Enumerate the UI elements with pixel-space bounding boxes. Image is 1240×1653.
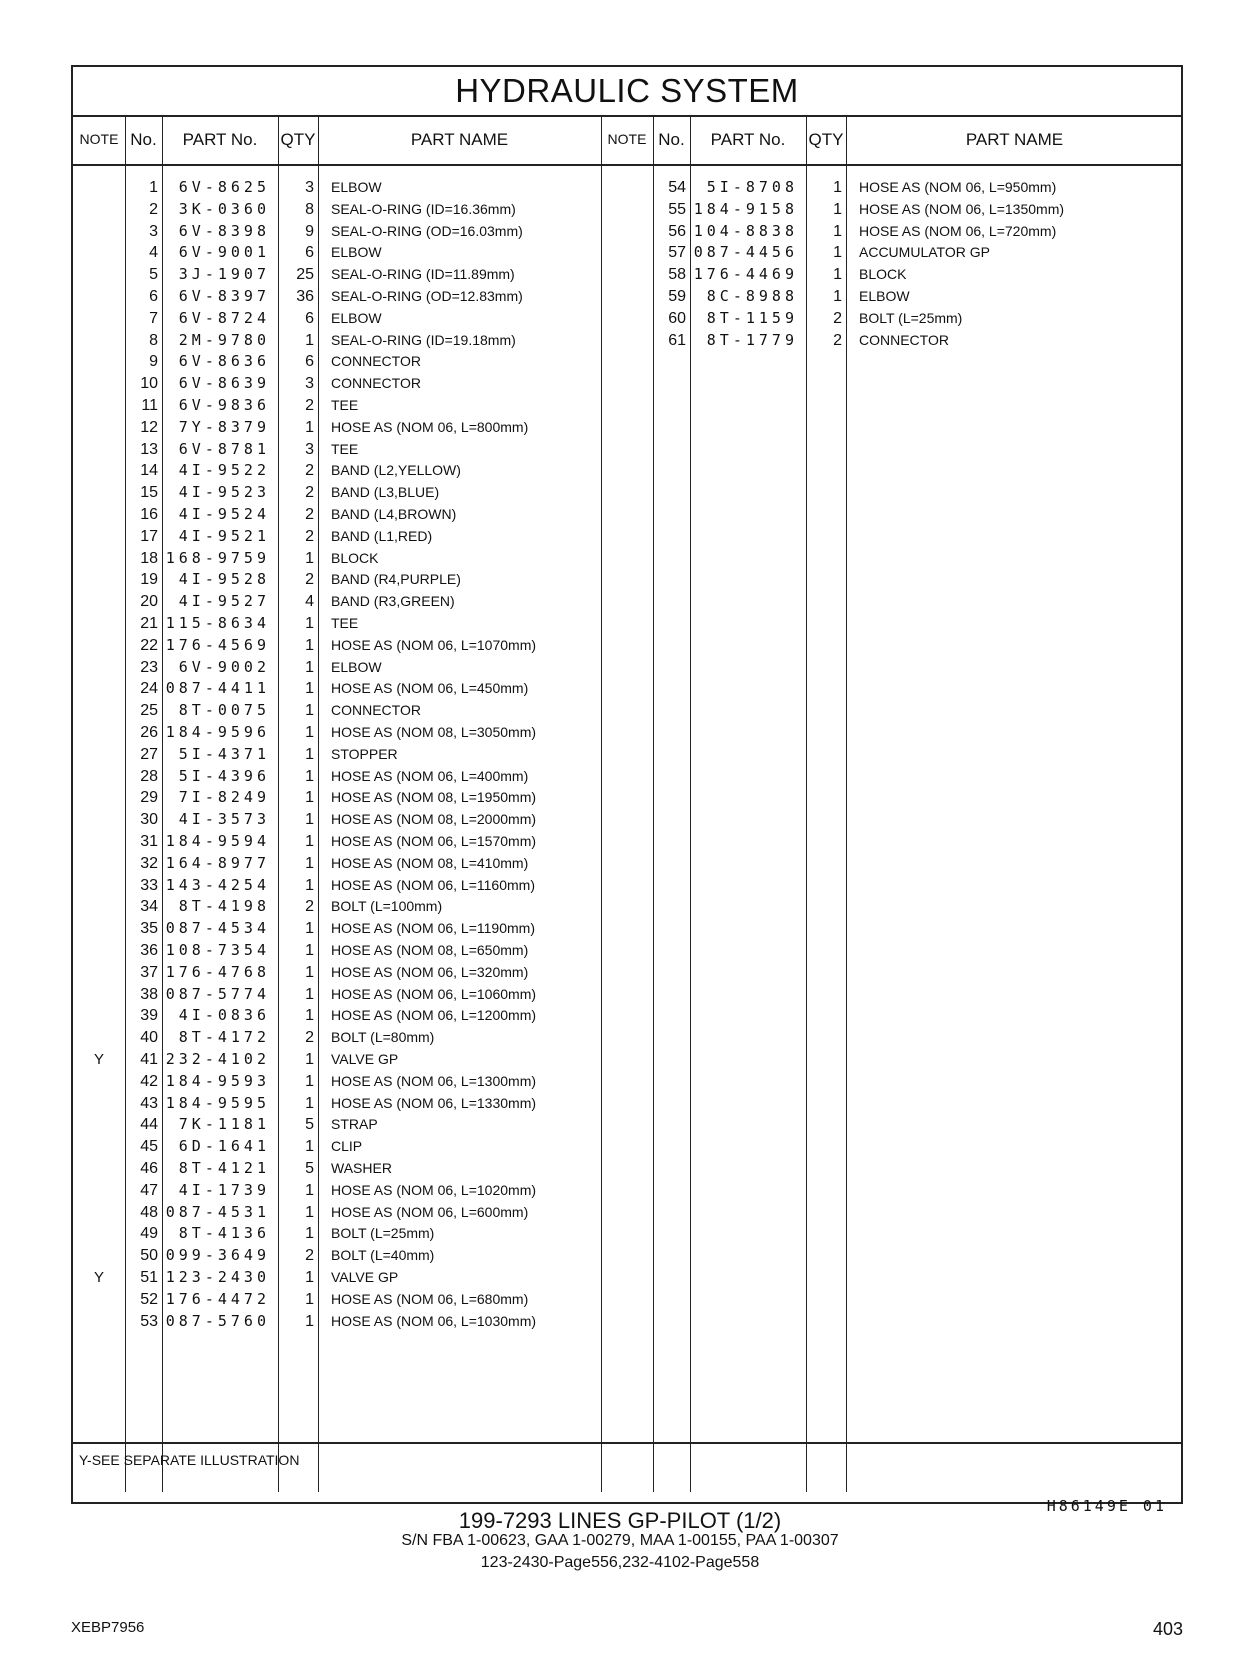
part-name: CLIP bbox=[331, 1138, 363, 1155]
quantity: 1 bbox=[305, 680, 314, 698]
header-partname-left: PART NAME bbox=[410, 130, 509, 149]
part-name: SEAL-O-RING (OD=12.83mm) bbox=[331, 288, 523, 304]
quantity: 2 bbox=[833, 309, 842, 327]
item-number: 54 bbox=[668, 179, 686, 196]
item-number: 35 bbox=[140, 920, 158, 938]
quantity: 1 bbox=[305, 745, 314, 763]
header-qty-left: QTY bbox=[280, 130, 316, 149]
part-name: HOSE AS (NOM 06, L=1200mm) bbox=[331, 1007, 537, 1024]
part-name: HOSE AS (NOM 06, L=600mm) bbox=[331, 1203, 529, 1220]
item-number: 20 bbox=[140, 593, 158, 611]
part-name: HOSE AS (NOM 08, L=410mm) bbox=[331, 854, 529, 871]
quantity: 1 bbox=[833, 200, 842, 218]
quantity: 1 bbox=[305, 636, 314, 654]
part-number: 6V-9836 bbox=[178, 396, 270, 414]
quantity: 1 bbox=[305, 331, 314, 349]
item-number: 47 bbox=[140, 1181, 158, 1199]
part-name: HOSE AS (NOM 06, L=1350mm) bbox=[859, 200, 1065, 217]
part-name: STOPPER bbox=[331, 745, 398, 762]
item-number: 52 bbox=[140, 1290, 158, 1308]
part-number: 184-9158 bbox=[693, 199, 798, 218]
quantity: 1 bbox=[305, 1094, 314, 1112]
part-name: HOSE AS (NOM 06, L=1160mm) bbox=[331, 876, 535, 893]
part-number: 4I-0836 bbox=[178, 1006, 270, 1025]
quantity: 1 bbox=[305, 789, 314, 807]
part-name: HOSE AS (NOM 06, L=950mm) bbox=[859, 179, 1057, 195]
quantity: 1 bbox=[833, 244, 842, 262]
part-name: VALVE GP bbox=[331, 1051, 399, 1067]
group-caption: 199-7293 LINES GP-PILOT (1/2) bbox=[458, 1508, 782, 1533]
quantity: 3 bbox=[305, 179, 314, 196]
item-number: 49 bbox=[140, 1225, 158, 1243]
section-title: HYDRAULIC SYSTEM bbox=[73, 67, 1181, 117]
part-name: HOSE AS (NOM 08, L=650mm) bbox=[331, 942, 529, 958]
quantity: 1 bbox=[305, 702, 314, 720]
part-number: 087-4456 bbox=[693, 243, 798, 262]
item-number: 58 bbox=[668, 266, 686, 284]
item-number: 38 bbox=[140, 985, 158, 1003]
quantity: 1 bbox=[305, 615, 314, 632]
item-number: 29 bbox=[140, 789, 158, 807]
part-number: 4I-1739 bbox=[178, 1180, 270, 1199]
part-name: BLOCK bbox=[859, 266, 907, 283]
quantity: 1 bbox=[305, 724, 314, 741]
part-number: 5I-8708 bbox=[706, 178, 798, 196]
quantity: 1 bbox=[833, 266, 842, 284]
item-number: 57 bbox=[668, 244, 686, 262]
part-number: 184-9594 bbox=[165, 832, 270, 850]
part-name: ELBOW bbox=[331, 244, 382, 261]
part-number: 6V-8724 bbox=[178, 308, 270, 327]
part-number: 115-8634 bbox=[165, 614, 270, 632]
header-no-right: No. bbox=[658, 130, 685, 149]
part-name: BAND (L4,BROWN) bbox=[331, 506, 457, 522]
item-number: 41 bbox=[140, 1051, 158, 1068]
quantity: 1 bbox=[305, 833, 314, 850]
item-number: 14 bbox=[140, 462, 158, 480]
part-number: 176-4472 bbox=[165, 1289, 270, 1308]
part-number: 168-9759 bbox=[165, 548, 270, 567]
item-number: 59 bbox=[668, 288, 686, 305]
part-name: HOSE AS (NOM 06, L=1330mm) bbox=[331, 1094, 537, 1111]
item-number: 28 bbox=[140, 767, 158, 785]
quantity: 1 bbox=[305, 658, 314, 676]
part-number: 184-9596 bbox=[165, 723, 270, 741]
item-number: 22 bbox=[140, 636, 158, 654]
item-number: 24 bbox=[140, 680, 158, 698]
quantity: 1 bbox=[833, 288, 842, 305]
part-name: HOSE AS (NOM 06, L=400mm) bbox=[331, 767, 529, 784]
quantity: 2 bbox=[305, 571, 314, 589]
item-number: 61 bbox=[668, 331, 686, 349]
part-name: HOSE AS (NOM 08, L=1950mm) bbox=[331, 789, 537, 806]
header-no-left: No. bbox=[130, 130, 157, 149]
part-name: BOLT (L=25mm) bbox=[859, 309, 963, 326]
part-number: 184-9595 bbox=[165, 1093, 270, 1112]
part-name: TEE bbox=[331, 397, 359, 413]
part-number: 3K-0360 bbox=[178, 199, 270, 218]
part-name: SEAL-O-RING (ID=19.18mm) bbox=[331, 331, 516, 348]
item-number: 3 bbox=[149, 222, 158, 240]
part-name: HOSE AS (NOM 08, L=2000mm) bbox=[331, 811, 537, 828]
part-number: 087-4531 bbox=[165, 1202, 270, 1221]
quantity: 1 bbox=[833, 179, 842, 196]
column-divider bbox=[846, 115, 847, 1492]
part-name: BAND (L1,RED) bbox=[331, 527, 433, 544]
item-number: 26 bbox=[140, 724, 158, 741]
part-name: ELBOW bbox=[331, 309, 382, 326]
quantity: 1 bbox=[305, 942, 314, 959]
quantity: 5 bbox=[305, 1160, 314, 1177]
part-name: CONNECTOR bbox=[331, 353, 421, 370]
footnote: Y-SEE SEPARATE ILLUSTRATION bbox=[79, 1452, 300, 1468]
quantity: 3 bbox=[305, 440, 314, 458]
item-number: 19 bbox=[140, 571, 158, 589]
part-name: SEAL-O-RING (OD=16.03mm) bbox=[331, 222, 523, 239]
part-number: 4I-9522 bbox=[178, 461, 270, 480]
item-number: 56 bbox=[668, 222, 686, 240]
header-note-left: NOTE bbox=[79, 131, 119, 147]
quantity: 2 bbox=[305, 484, 314, 502]
part-name: CONNECTOR bbox=[331, 702, 421, 719]
part-name: HOSE AS (NOM 06, L=1070mm) bbox=[331, 636, 537, 653]
column-headers bbox=[73, 115, 1181, 166]
part-name: HOSE AS (NOM 06, L=800mm) bbox=[331, 418, 529, 435]
item-number: 12 bbox=[140, 418, 158, 436]
part-name: HOSE AS (NOM 06, L=1030mm) bbox=[331, 1312, 537, 1329]
quantity: 1 bbox=[305, 985, 314, 1003]
item-number: 18 bbox=[140, 549, 158, 567]
quantity: 9 bbox=[305, 222, 314, 240]
quantity: 2 bbox=[305, 397, 314, 414]
quantity: 1 bbox=[305, 1007, 314, 1025]
quantity: 6 bbox=[305, 353, 314, 371]
quantity: 4 bbox=[305, 593, 314, 611]
part-number: 104-8838 bbox=[693, 221, 798, 240]
part-name: HOSE AS (NOM 06, L=320mm) bbox=[331, 963, 529, 980]
header-partno-right: PART No. bbox=[710, 130, 786, 149]
part-number: 3J-1907 bbox=[178, 265, 270, 284]
quantity: 25 bbox=[296, 266, 314, 284]
quantity: 1 bbox=[305, 767, 314, 785]
part-name: VALVE GP bbox=[331, 1269, 399, 1285]
quantity: 1 bbox=[833, 222, 842, 240]
parts-table-frame bbox=[71, 65, 1183, 1515]
part-number: 8T-4121 bbox=[178, 1159, 270, 1177]
quantity: 2 bbox=[305, 527, 314, 545]
header-qty-right: QTY bbox=[808, 130, 844, 149]
item-number: 25 bbox=[140, 702, 158, 720]
part-number: 6V-8781 bbox=[178, 439, 270, 458]
part-name: BAND (R4,PURPLE) bbox=[331, 571, 461, 588]
item-number: 34 bbox=[140, 898, 158, 916]
part-name: HOSE AS (NOM 08, L=3050mm) bbox=[331, 724, 537, 740]
quantity: 1 bbox=[305, 854, 314, 872]
quantity: 1 bbox=[305, 920, 314, 938]
part-number: 7K-1181 bbox=[178, 1115, 270, 1134]
quantity: 1 bbox=[305, 1181, 314, 1199]
document-id: XEBP7956 bbox=[71, 1619, 145, 1636]
part-number: 087-5774 bbox=[165, 984, 270, 1003]
item-number: 43 bbox=[140, 1094, 158, 1112]
part-name: HOSE AS (NOM 06, L=720mm) bbox=[859, 222, 1057, 239]
quantity: 1 bbox=[305, 549, 314, 567]
part-name: HOSE AS (NOM 06, L=680mm) bbox=[331, 1290, 529, 1307]
item-number: 53 bbox=[140, 1312, 158, 1330]
quantity: 2 bbox=[305, 898, 314, 916]
part-name: ELBOW bbox=[331, 658, 382, 675]
item-number: 32 bbox=[140, 854, 158, 872]
part-number: 8T-4136 bbox=[178, 1224, 270, 1243]
quantity: 1 bbox=[305, 963, 314, 981]
part-number: 176-4768 bbox=[165, 962, 270, 981]
part-name: WASHER bbox=[331, 1160, 392, 1176]
part-number: 099-3649 bbox=[165, 1246, 270, 1265]
part-number: 6D-1641 bbox=[178, 1137, 270, 1156]
part-name: BAND (R3,GREEN) bbox=[331, 593, 455, 610]
part-name: HOSE AS (NOM 06, L=1300mm) bbox=[331, 1072, 537, 1089]
part-name: HOSE AS (NOM 06, L=1570mm) bbox=[331, 833, 537, 849]
part-name: HOSE AS (NOM 06, L=1060mm) bbox=[331, 985, 537, 1002]
quantity: 6 bbox=[305, 244, 314, 262]
item-number: 45 bbox=[140, 1138, 158, 1156]
part-number: 164-8977 bbox=[165, 853, 270, 872]
item-number: 51 bbox=[140, 1269, 158, 1286]
part-number: 7I-8249 bbox=[178, 788, 270, 807]
part-name: BOLT (L=40mm) bbox=[331, 1247, 435, 1264]
part-name: BAND (L2,YELLOW) bbox=[331, 462, 461, 479]
quantity: 1 bbox=[305, 1203, 314, 1221]
part-number: 8T-1779 bbox=[706, 330, 798, 349]
part-number: 4I-9527 bbox=[178, 592, 270, 611]
item-number: 33 bbox=[140, 876, 158, 894]
quantity: 5 bbox=[305, 1116, 314, 1134]
quantity: 2 bbox=[305, 1247, 314, 1265]
footer-divider bbox=[73, 1442, 1181, 1444]
part-number: 143-4254 bbox=[165, 875, 270, 894]
part-name: TEE bbox=[331, 615, 359, 631]
part-name: BOLT (L=25mm) bbox=[331, 1225, 435, 1242]
part-number: 6V-8636 bbox=[178, 352, 270, 371]
quantity: 1 bbox=[305, 1269, 314, 1286]
quantity: 2 bbox=[305, 1029, 314, 1047]
page-references: 123-2430-Page556,232-4102-Page558 bbox=[480, 1554, 760, 1571]
item-number: 21 bbox=[140, 615, 158, 632]
item-number: 6 bbox=[149, 288, 158, 305]
quantity: 1 bbox=[305, 1138, 314, 1156]
item-number: 17 bbox=[140, 527, 158, 545]
part-number: 176-4469 bbox=[693, 265, 798, 284]
quantity: 1 bbox=[305, 1290, 314, 1308]
part-number: 4I-9521 bbox=[178, 526, 270, 545]
part-number: 6V-8625 bbox=[178, 178, 270, 196]
quantity: 1 bbox=[305, 876, 314, 894]
drawing-code: H86149E 01 bbox=[1046, 1497, 1167, 1515]
quantity: 2 bbox=[305, 506, 314, 523]
quantity: 1 bbox=[305, 1312, 314, 1330]
item-number: 60 bbox=[668, 309, 686, 327]
part-name: ACCUMULATOR GP bbox=[859, 244, 990, 261]
part-number: 4I-9524 bbox=[178, 505, 270, 523]
item-number: 10 bbox=[140, 375, 158, 393]
part-number: 8C-8988 bbox=[706, 287, 798, 305]
part-name: CONNECTOR bbox=[859, 331, 949, 348]
item-number: 27 bbox=[140, 745, 158, 763]
part-number: 4I-3573 bbox=[178, 810, 270, 829]
item-number: 39 bbox=[140, 1007, 158, 1025]
part-name: BOLT (L=100mm) bbox=[331, 898, 443, 915]
item-number: 16 bbox=[140, 506, 158, 523]
part-number: 7Y-8379 bbox=[178, 417, 270, 436]
quantity: 1 bbox=[305, 1072, 314, 1090]
quantity: 1 bbox=[305, 811, 314, 829]
item-number: 9 bbox=[149, 353, 158, 371]
part-number: 6V-9002 bbox=[178, 657, 270, 676]
part-name: ELBOW bbox=[331, 179, 382, 195]
part-number: 4I-9528 bbox=[178, 570, 270, 589]
quantity: 8 bbox=[305, 200, 314, 218]
header-note-right: NOTE bbox=[607, 131, 647, 147]
part-number: 8T-4198 bbox=[178, 897, 270, 916]
part-number: 5I-4371 bbox=[178, 744, 270, 763]
item-number: 50 bbox=[140, 1247, 158, 1265]
item-number: 44 bbox=[140, 1116, 158, 1134]
page-number: 403 bbox=[1152, 1619, 1183, 1639]
note-cell: Y bbox=[93, 1051, 104, 1068]
item-number: 23 bbox=[140, 658, 158, 676]
item-number: 31 bbox=[140, 833, 158, 850]
quantity: 6 bbox=[305, 309, 314, 327]
quantity: 36 bbox=[296, 288, 314, 305]
part-number: 087-5760 bbox=[165, 1311, 270, 1330]
item-number: 42 bbox=[140, 1072, 158, 1090]
item-number: 36 bbox=[140, 942, 158, 959]
item-number: 30 bbox=[140, 811, 158, 829]
item-number: 55 bbox=[668, 200, 686, 218]
part-name: HOSE AS (NOM 06, L=1020mm) bbox=[331, 1181, 537, 1198]
column-divider bbox=[318, 115, 319, 1492]
quantity: 1 bbox=[305, 1225, 314, 1243]
serial-numbers: S/N FBA 1-00623, GAA 1-00279, MAA 1-00155, PAA 1-00307 bbox=[401, 1532, 839, 1549]
part-number: 6V-8639 bbox=[178, 374, 270, 393]
item-number: 13 bbox=[140, 440, 158, 458]
part-name: SEAL-O-RING (ID=16.36mm) bbox=[331, 200, 516, 217]
item-number: 7 bbox=[149, 309, 158, 327]
part-name: HOSE AS (NOM 06, L=450mm) bbox=[331, 680, 529, 697]
part-name: HOSE AS (NOM 06, L=1190mm) bbox=[331, 920, 535, 937]
part-number: 087-4534 bbox=[165, 919, 270, 938]
part-number: 184-9593 bbox=[165, 1071, 270, 1090]
part-number: 6V-8398 bbox=[178, 221, 270, 240]
item-number: 4 bbox=[149, 244, 158, 262]
part-name: CONNECTOR bbox=[331, 375, 421, 392]
part-number: 6V-8397 bbox=[178, 287, 270, 305]
part-number: 4I-9523 bbox=[178, 483, 270, 502]
part-name: TEE bbox=[331, 440, 359, 457]
part-name: ELBOW bbox=[859, 288, 910, 304]
quantity: 2 bbox=[833, 331, 842, 349]
quantity: 1 bbox=[305, 418, 314, 436]
part-number: 5I-4396 bbox=[178, 766, 270, 785]
item-number: 1 bbox=[149, 179, 158, 196]
quantity: 2 bbox=[305, 462, 314, 480]
part-number: 6V-9001 bbox=[178, 243, 270, 262]
part-number: 087-4411 bbox=[165, 679, 270, 698]
part-name: BOLT (L=80mm) bbox=[331, 1029, 435, 1046]
header-partname-right: PART NAME bbox=[965, 130, 1064, 149]
item-number: 40 bbox=[140, 1029, 158, 1047]
quantity: 3 bbox=[305, 375, 314, 393]
part-number: 8T-0075 bbox=[178, 701, 270, 720]
part-number: 8T-4172 bbox=[178, 1028, 270, 1047]
part-number: 123-2430 bbox=[165, 1268, 270, 1286]
part-number: 2M-9780 bbox=[178, 330, 270, 349]
part-name: STRAP bbox=[331, 1116, 378, 1133]
item-number: 5 bbox=[149, 266, 158, 284]
part-number: 8T-1159 bbox=[706, 308, 798, 327]
quantity: 1 bbox=[305, 1051, 314, 1068]
item-number: 48 bbox=[140, 1203, 158, 1221]
item-number: 2 bbox=[149, 200, 158, 218]
note-cell: Y bbox=[93, 1269, 104, 1286]
part-number: 108-7354 bbox=[165, 941, 270, 959]
part-name: BAND (L3,BLUE) bbox=[331, 484, 440, 501]
part-number: 176-4569 bbox=[165, 635, 270, 654]
item-number: 11 bbox=[141, 397, 158, 414]
part-name: BLOCK bbox=[331, 549, 379, 566]
item-number: 15 bbox=[140, 484, 158, 502]
item-number: 37 bbox=[140, 963, 158, 981]
item-number: 46 bbox=[140, 1160, 158, 1177]
item-number: 8 bbox=[149, 331, 158, 349]
part-name: SEAL-O-RING (ID=11.89mm) bbox=[331, 266, 515, 283]
header-partno-left: PART No. bbox=[182, 130, 258, 149]
part-number: 232-4102 bbox=[165, 1050, 270, 1068]
